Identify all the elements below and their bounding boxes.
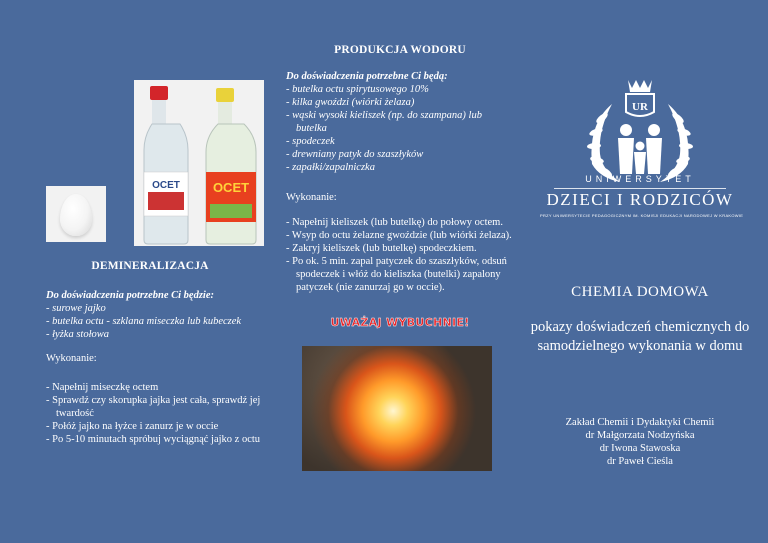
list-item: - kilka gwoździ (wiórki żelaza): [286, 97, 415, 108]
list-item: - Napełnij miseczkę octem: [46, 382, 159, 393]
middle-steps-list: [286, 216, 516, 294]
logo-line2: DZIECI I RODZICÓW: [546, 190, 734, 209]
vinegar-bottles-photo: [134, 80, 264, 246]
list-item: - Wsyp do octu żelazne gwoździe (lub wiórki żelaza).: [286, 230, 512, 241]
logo-line1: UNIWERSYTET: [585, 174, 695, 184]
logo-monogram: UR: [632, 101, 648, 113]
middle-needs-heading: Do doświadczenia potrzebne Ci będą:: [286, 71, 448, 82]
left-needs-heading: Do doświadczenia potrzebne Ci będzie:: [46, 290, 214, 301]
explosion-photo: [302, 346, 492, 471]
list-item: - Po ok. 5 min. zapal patyczek do szaszłyków, odsuń spodeczek i włóż do kieliszka (butelki) zapalony patyczek (nie zanurzaj go w occie).: [286, 256, 507, 293]
credit-author-3: dr Paweł Cieśla: [607, 456, 673, 467]
list-item: - zapałki/zapalniczka: [286, 162, 375, 173]
list-item: - łyżka stołowa: [46, 329, 109, 340]
bottles-illustration: [134, 80, 264, 246]
chemistry-title: CHEMIA DOMOWA: [571, 284, 709, 300]
bottle-label-2: OCET: [212, 180, 250, 195]
list-item: - butelka octu - szklana miseczka lub kubeczek: [46, 316, 242, 327]
list-item: - wąski wysoki kieliszek (np. do szampana) lub butelka: [286, 110, 482, 134]
logo-divider: [554, 188, 726, 189]
chemistry-subtitle: pokazy doświadczeń chemicznych do samodzielnego wykonania w domu: [530, 319, 750, 354]
logo-line3: PRZY UNIWERSYTECIE PEDAGOGICZNYM IM. KOMISJI EDUKACJI NARODOWEJ W KRAKOWIE: [540, 213, 744, 218]
left-steps-list: [46, 381, 268, 446]
list-item: - surowe jajko: [46, 303, 106, 314]
list-item: - spodeczek: [286, 136, 335, 147]
list-item: - Napełnij kieliszek (lub butelkę) do połowy octem.: [286, 217, 503, 228]
list-item: - drewniany patyk do szaszłyków: [286, 149, 424, 160]
egg-photo: [46, 186, 106, 242]
list-item: - Połóż jajko na łyżce i zanurz je w occie: [46, 421, 219, 432]
middle-needs-list: [286, 83, 506, 174]
left-needs-list: [46, 302, 266, 341]
bottle-label-1: OCET: [152, 180, 180, 191]
list-item: - Sprawdź czy skorupka jajka jest cała, sprawdź jej twardość: [46, 395, 261, 419]
list-item: - Zakryj kieliszek (lub butelkę) spodeczkiem.: [286, 243, 477, 254]
list-item: - butelka octu spirytusowego 10%: [286, 84, 429, 95]
credit-author-1: dr Małgorzata Nodzyńska: [585, 430, 695, 441]
middle-procedure-heading: Wykonanie:: [286, 192, 337, 203]
demineralization-title: DEMINERALIZACJA: [91, 260, 209, 272]
hydrogen-title: PRODUKCJA WODORU: [334, 44, 466, 56]
egg-image: [60, 194, 92, 236]
warning-text: UWAŻAJ WYBUCHNIE!: [330, 316, 470, 329]
credits: [530, 416, 750, 468]
university-logo: [540, 74, 744, 244]
list-item: - Po 5-10 minutach spróbuj wyciągnąć jajko z octu: [46, 434, 261, 445]
left-procedure-heading: Wykonanie:: [46, 353, 97, 364]
credit-author-2: dr Iwona Stawoska: [599, 443, 681, 454]
credit-department: Zakład Chemii i Dydaktyki Chemii: [565, 417, 715, 428]
